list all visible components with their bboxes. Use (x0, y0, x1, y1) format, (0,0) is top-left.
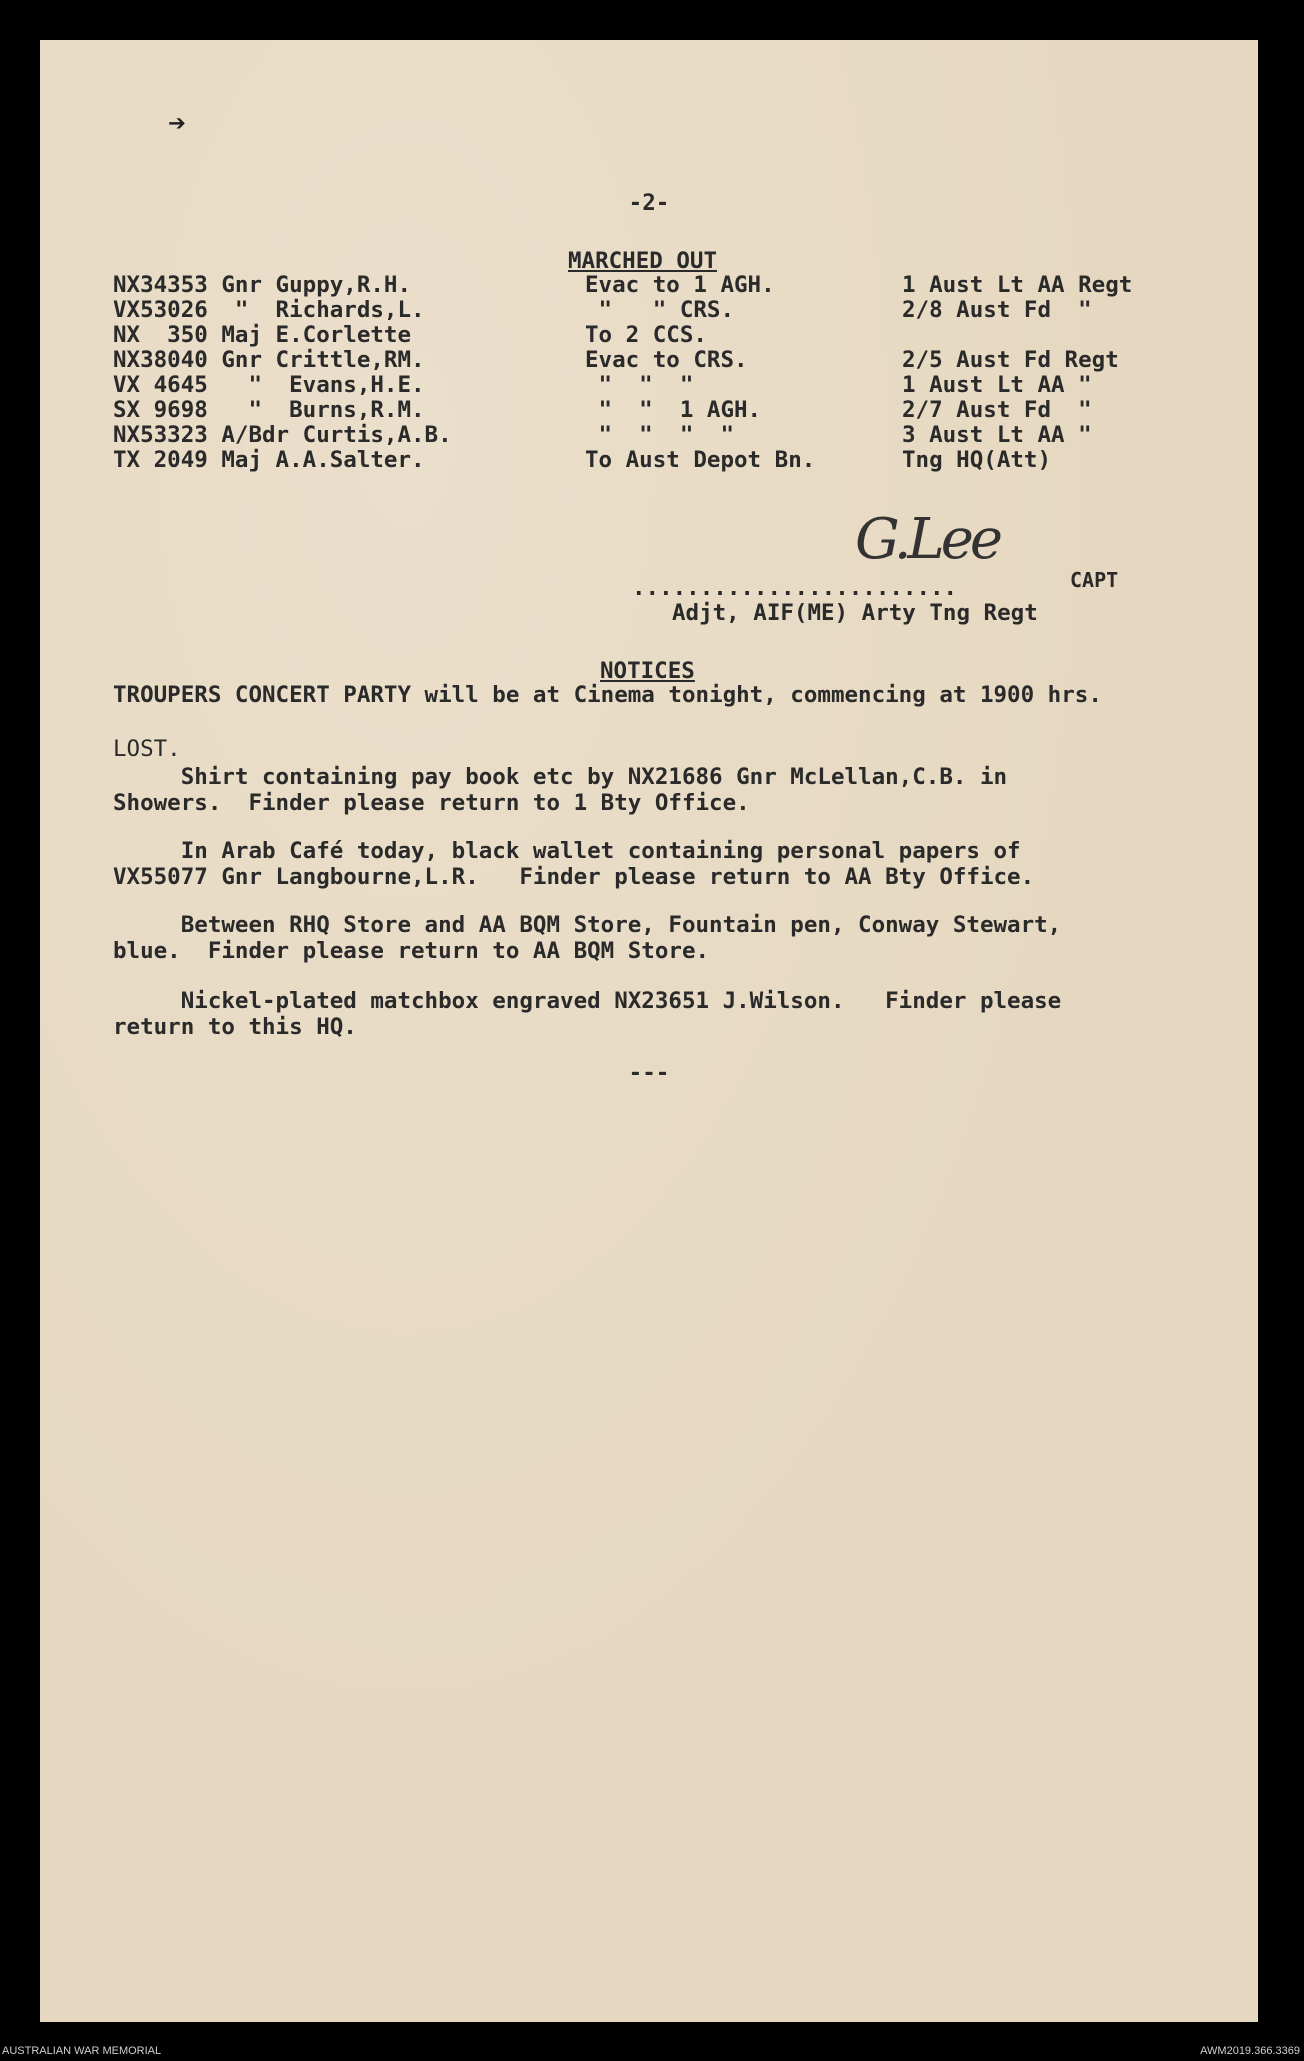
handwritten-signature: G.Lee (855, 507, 1000, 572)
table-row-action: " " " " (585, 422, 735, 448)
notices-heading: NOTICES (600, 658, 695, 684)
marched-out-heading: MARCHED OUT (568, 248, 718, 274)
table-row-id: NX34353 Gnr Guppy,R.H. (113, 272, 412, 298)
table-row-unit: 1 Aust Lt AA Regt (902, 272, 1133, 298)
table-row-action: " " " (585, 372, 694, 398)
table-row-id: NX 350 Maj E.Corlette (113, 322, 412, 348)
lost-heading: LOST. (113, 736, 181, 762)
signature-rank: CAPT (1070, 568, 1119, 592)
concert-notice: TROUPERS CONCERT PARTY will be at Cinema tonight, commencing at 1900 hrs. (113, 682, 1102, 708)
table-row-action: To 2 CCS. (585, 322, 707, 348)
lost-item: In Arab Café today, black wallet containing personal papers of (113, 838, 1021, 864)
end-mark: --- (628, 1060, 670, 1086)
document-page (40, 40, 1258, 2022)
table-row-id: TX 2049 Maj A.A.Salter. (113, 447, 425, 473)
table-row-id: SX 9698 " Burns,R.M. (113, 397, 425, 423)
lost-item: Nickel-plated matchbox engraved NX23651 J.Wilson. Finder please (113, 988, 1062, 1014)
footer-right: AWM2019.366.3369 (1200, 2045, 1300, 2057)
signature-dots: ........................ (632, 575, 958, 601)
lost-item: VX55077 Gnr Langbourne,L.R. Finder please return to AA Bty Office. (113, 864, 1035, 890)
lost-item: Shirt containing pay book etc by NX21686 Gnr McLellan,C.B. in (113, 764, 1008, 790)
table-row-unit: 2/7 Aust Fd " (902, 397, 1092, 423)
lost-item: return to this HQ. (113, 1014, 357, 1040)
lost-item: blue. Finder please return to AA BQM Store. (113, 938, 710, 964)
table-row-unit: 1 Aust Lt AA " (902, 372, 1092, 398)
arrow-mark-icon: ➔ (168, 106, 187, 141)
lost-item: Showers. Finder please return to 1 Bty Office. (113, 790, 750, 816)
table-row-action: " " 1 AGH. (585, 397, 762, 423)
signature-title: Adjt, AIF(ME) Arty Tng Regt (672, 600, 1038, 626)
table-row-action: Evac to CRS. (585, 347, 748, 373)
table-row-action: To Aust Depot Bn. (585, 447, 816, 473)
table-row-unit: 2/8 Aust Fd " (902, 297, 1092, 323)
table-row-unit: Tng HQ(Att) (902, 447, 1052, 473)
footer-left: AUSTRALIAN WAR MEMORIAL (2, 2045, 162, 2057)
table-row-action: " " CRS. (585, 297, 735, 323)
table-row-action: Evac to 1 AGH. (585, 272, 775, 298)
table-row-unit: 3 Aust Lt AA " (902, 422, 1092, 448)
table-row-id: NX38040 Gnr Crittle,RM. (113, 347, 425, 373)
table-row-id: NX53323 A/Bdr Curtis,A.B. (113, 422, 452, 448)
table-row-unit: 2/5 Aust Fd Regt (902, 347, 1119, 373)
table-row-id: VX53026 " Richards,L. (113, 297, 425, 323)
table-row-id: VX 4645 " Evans,H.E. (113, 372, 425, 398)
lost-item: Between RHQ Store and AA BQM Store, Fountain pen, Conway Stewart, (113, 912, 1062, 938)
page-number: -2- (628, 190, 670, 216)
